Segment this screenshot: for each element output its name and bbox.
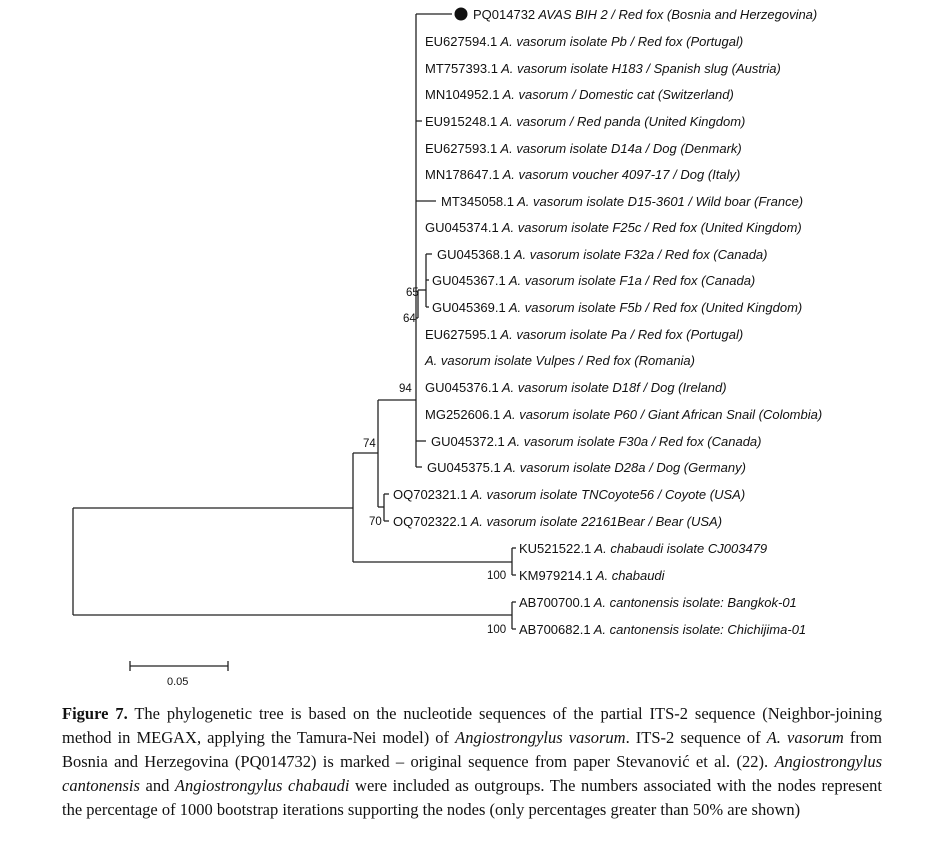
caption-text: The phylogenetic tree is based on the nucleotide sequences of the partial ITS-2 sequence (Neighbor-joining method in MEGAX, applying the Tamura-Nei model) of bbox=[62, 704, 882, 747]
taxon-description: A. vasorum / Domestic cat (Switzerland) bbox=[502, 87, 734, 102]
taxon-accession: GU045369.1 bbox=[432, 300, 506, 315]
highlighted-taxon-marker bbox=[455, 8, 468, 21]
scale-bar-label: 0.05 bbox=[167, 676, 189, 688]
taxon-label bbox=[425, 220, 802, 235]
taxon-label bbox=[425, 167, 740, 182]
taxon-label bbox=[425, 327, 743, 342]
taxon-description: A. vasorum isolate F1a / Red fox (Canada) bbox=[508, 273, 756, 288]
caption-text: . ITS-2 sequence of bbox=[625, 728, 767, 747]
caption-italic: Angiostrongylus chabaudi bbox=[174, 776, 350, 795]
taxon-accession: OQ702322.1 bbox=[393, 514, 468, 529]
taxon-description: AVAS BIH 2 / Red fox (Bosnia and Herzegovina) bbox=[538, 7, 818, 22]
taxon-label bbox=[519, 568, 666, 583]
taxon-accession: AB700700.1 bbox=[519, 595, 591, 610]
caption-text: and bbox=[139, 776, 175, 795]
taxon-description: A. vasorum isolate P60 / Giant African Snail (Colombia) bbox=[503, 407, 823, 422]
taxon-label bbox=[425, 87, 734, 102]
taxon-label bbox=[519, 541, 767, 556]
caption-text: from Bosnia and Herzegovina (PQ014732) is marked – original sequence from paper Stevanović et al. (22). bbox=[62, 728, 882, 771]
taxon-label bbox=[519, 622, 806, 637]
taxon-label bbox=[425, 141, 742, 156]
caption-text: were included as outgroups. The numbers associated with the nodes represent the percentage of 1000 bootstrap iterations supporting the nodes (only percentages greater than 50% are shown) bbox=[62, 776, 882, 819]
taxon-description: A. vasorum isolate F30a / Red fox (Canada) bbox=[507, 434, 762, 449]
taxon-accession: OQ702321.1 bbox=[393, 487, 468, 502]
bootstrap-value: 100 bbox=[487, 624, 507, 636]
bootstrap-value: 94 bbox=[399, 383, 412, 395]
taxon-accession: GU045376.1 bbox=[425, 380, 499, 395]
taxon-accession: AB700682.1 bbox=[519, 622, 591, 637]
taxon-label bbox=[425, 407, 822, 422]
figure-caption bbox=[62, 702, 882, 822]
taxon-label bbox=[427, 460, 746, 475]
taxon-description: A. vasorum isolate D15-3601 / Wild boar (France) bbox=[517, 194, 804, 209]
taxon-description: A. vasorum isolate Pb / Red fox (Portugal) bbox=[500, 34, 744, 49]
taxon-accession: GU045374.1 bbox=[425, 220, 499, 235]
caption-italic: A. vasorum bbox=[766, 728, 844, 747]
taxon-accession: MG252606.1 bbox=[425, 407, 501, 422]
taxon-label bbox=[393, 487, 745, 502]
taxon-description: A. vasorum voucher 4097-17 / Dog (Italy) bbox=[502, 167, 741, 182]
bootstrap-value: 65 bbox=[406, 287, 419, 299]
taxon-label bbox=[425, 61, 781, 76]
taxon-accession: PQ014732 bbox=[473, 7, 536, 22]
taxon-label-highlighted bbox=[473, 7, 817, 22]
figure-label: Figure 7. bbox=[62, 704, 128, 723]
taxon-accession: MN178647.1 bbox=[425, 167, 500, 182]
taxon-label bbox=[425, 34, 743, 49]
taxon-description: A. vasorum isolate Vulpes / Red fox (Romania) bbox=[425, 353, 695, 368]
taxon-description: A. cantonensis isolate: Chichijima-01 bbox=[593, 622, 807, 637]
taxon-accession: GU045368.1 bbox=[437, 247, 511, 262]
taxon-accession: EU627595.1 bbox=[425, 327, 498, 342]
taxon-accession: MT345058.1 bbox=[441, 194, 514, 209]
taxon-description: A. vasorum / Red panda (United Kingdom) bbox=[500, 114, 746, 129]
tree-branches bbox=[73, 14, 516, 629]
caption-italic: Angiostrongylus cantonensis bbox=[62, 752, 882, 795]
taxon-description: A. vasorum isolate D18f / Dog (Ireland) bbox=[501, 380, 727, 395]
taxon-accession: GU045375.1 bbox=[427, 460, 501, 475]
taxon-description: A. vasorum isolate D28a / Dog (Germany) bbox=[503, 460, 746, 475]
bootstrap-value: 70 bbox=[369, 516, 382, 528]
taxon-label bbox=[432, 300, 802, 315]
taxon-accession: GU045372.1 bbox=[431, 434, 505, 449]
taxon-label bbox=[432, 273, 755, 288]
taxon-accession: GU045367.1 bbox=[432, 273, 506, 288]
taxon-label bbox=[437, 247, 768, 262]
taxon-description: A. vasorum isolate F5b / Red fox (United Kingdom) bbox=[508, 300, 803, 315]
caption-italic: Angiostrongylus vasorum bbox=[455, 728, 626, 747]
taxon-accession: EU627594.1 bbox=[425, 34, 498, 49]
taxon-description: A. vasorum isolate Pa / Red fox (Portugal) bbox=[500, 327, 744, 342]
taxon-description: A. chabaudi bbox=[595, 568, 665, 583]
taxon-accession: EU627593.1 bbox=[425, 141, 498, 156]
bootstrap-value: 64 bbox=[403, 313, 416, 325]
taxon-description: A. chabaudi isolate CJ003479 bbox=[594, 541, 768, 556]
taxon-labels bbox=[393, 7, 822, 637]
taxon-label bbox=[425, 114, 745, 129]
taxon-label bbox=[425, 380, 727, 395]
taxon-accession: KU521522.1 bbox=[519, 541, 592, 556]
taxon-accession: EU915248.1 bbox=[425, 114, 498, 129]
taxon-description: A. vasorum isolate F25c / Red fox (United Kingdom) bbox=[501, 220, 802, 235]
taxon-accession: MT757393.1 bbox=[425, 61, 498, 76]
bootstrap-value: 74 bbox=[363, 438, 376, 450]
bootstrap-value: 100 bbox=[487, 570, 507, 582]
taxon-label bbox=[441, 194, 803, 209]
taxon-accession: MN104952.1 bbox=[425, 87, 500, 102]
taxon-label bbox=[393, 514, 722, 529]
scale-bar bbox=[130, 661, 228, 688]
taxon-description: A. vasorum isolate F32a / Red fox (Canada) bbox=[513, 247, 768, 262]
taxon-label bbox=[519, 595, 797, 610]
taxon-description: A. cantonensis isolate: Bangkok-01 bbox=[593, 595, 797, 610]
taxon-description: A. vasorum isolate H183 / Spanish slug (Austria) bbox=[501, 61, 781, 76]
taxon-label bbox=[424, 353, 695, 368]
taxon-accession: KM979214.1 bbox=[519, 568, 593, 583]
taxon-description: A. vasorum isolate TNCoyote56 / Coyote (USA) bbox=[470, 487, 746, 502]
taxon-description: A. vasorum isolate D14a / Dog (Denmark) bbox=[500, 141, 742, 156]
taxon-label bbox=[431, 434, 762, 449]
taxon-description: A. vasorum isolate 22161Bear / Bear (USA) bbox=[470, 514, 723, 529]
